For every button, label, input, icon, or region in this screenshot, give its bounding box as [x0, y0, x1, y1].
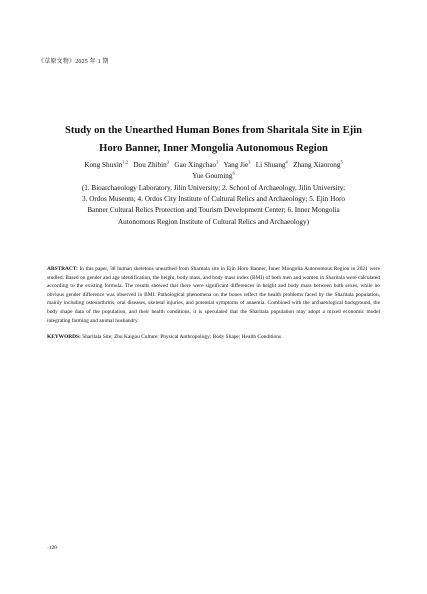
author-affiliation-mark: 3 — [216, 159, 219, 165]
author-list — [40, 160, 387, 182]
keywords-text: Sharitala Site; Zhu Kaigou Culture; Physical Anthropology; Body Shape; Health Conditions — [80, 334, 282, 340]
author-affiliation-mark: 5 — [340, 159, 343, 165]
author-name: Zhang Xiaorong — [293, 161, 341, 169]
page-number: ·120· — [47, 545, 59, 551]
author-name: Yang Jie — [223, 161, 249, 169]
keywords-label: KEYWORDS: — [47, 334, 81, 340]
author-affiliation-mark: 3 — [166, 159, 170, 165]
title-line-1: Study on the Unearthed Human Bones from Sharitala Site in Ejin — [64, 125, 363, 136]
abstract — [47, 265, 380, 325]
abstract-label: ABSTRACT: — [47, 266, 78, 272]
affiliation-line: (1. Bioarchaeology Laboratory, Jilin University; 2. School of Archaeology, Jilin University; — [81, 184, 346, 192]
author-line-1 — [40, 160, 387, 171]
author-affiliation-mark: 4 — [285, 159, 288, 165]
author-name: Li Shuang — [255, 161, 286, 169]
author-affiliation-mark: 6 — [232, 170, 235, 176]
abstract-text: In this paper, 38 human skeletons unearthed from Sharitala site in Ejin Horo Banner, Inner Mongolia Autonomous Region in 2021 were studied. Based on gender and age identification, the height, body mass, and body mass index (BMI) of both men and women in Sharitala were calculated according to the existing formula. The results showed that there were significant differences in height and body mass between both sexes, while no obvious gender difference was observed in BMI. Pathological phenomena on the bones reflect the health problems faced by the Sharitala population, mainly including osteoarthritis, oral diseases, skeletal injuries, and potential symptoms of anaemia. Combined with the archaeological background, the body shape data of the population, and their health conditions, it is speculated that the Sharitala population may adopt a mixed economic model integrating farming and animal husbandry. — [47, 266, 380, 324]
author-name: Yue Gouming — [192, 172, 233, 180]
title-line-2: Horo Banner, Inner Mongolia Autonomous Region — [99, 143, 328, 154]
author-line-2 — [40, 171, 387, 182]
affiliation-line: Banner Cultural Relics Protection and Tourism Development Center; 6. Inner Mongolia — [87, 206, 340, 215]
running-head: 《草原文物》2025 年 1 期 — [38, 59, 109, 65]
author-name: Gao Xingchao — [174, 161, 217, 169]
affiliation-line: 3. Ordos Museum; 4. Ordos City Institute of Cultural Relics and Archaeology; 5. Ejin Horo — [82, 195, 345, 204]
author-affiliation-mark: 3 — [248, 159, 251, 165]
affiliations — [38, 183, 389, 228]
author-name: Dou Zhibin — [133, 161, 167, 169]
author-name: Kong Shuxin — [84, 161, 123, 169]
affiliation-line: Autonomous Region Institute of Cultural Relics and Archaeology) — [117, 217, 310, 226]
keywords — [47, 333, 380, 342]
article-title — [50, 122, 377, 158]
author-affiliation-mark: 1,2 — [122, 159, 129, 165]
